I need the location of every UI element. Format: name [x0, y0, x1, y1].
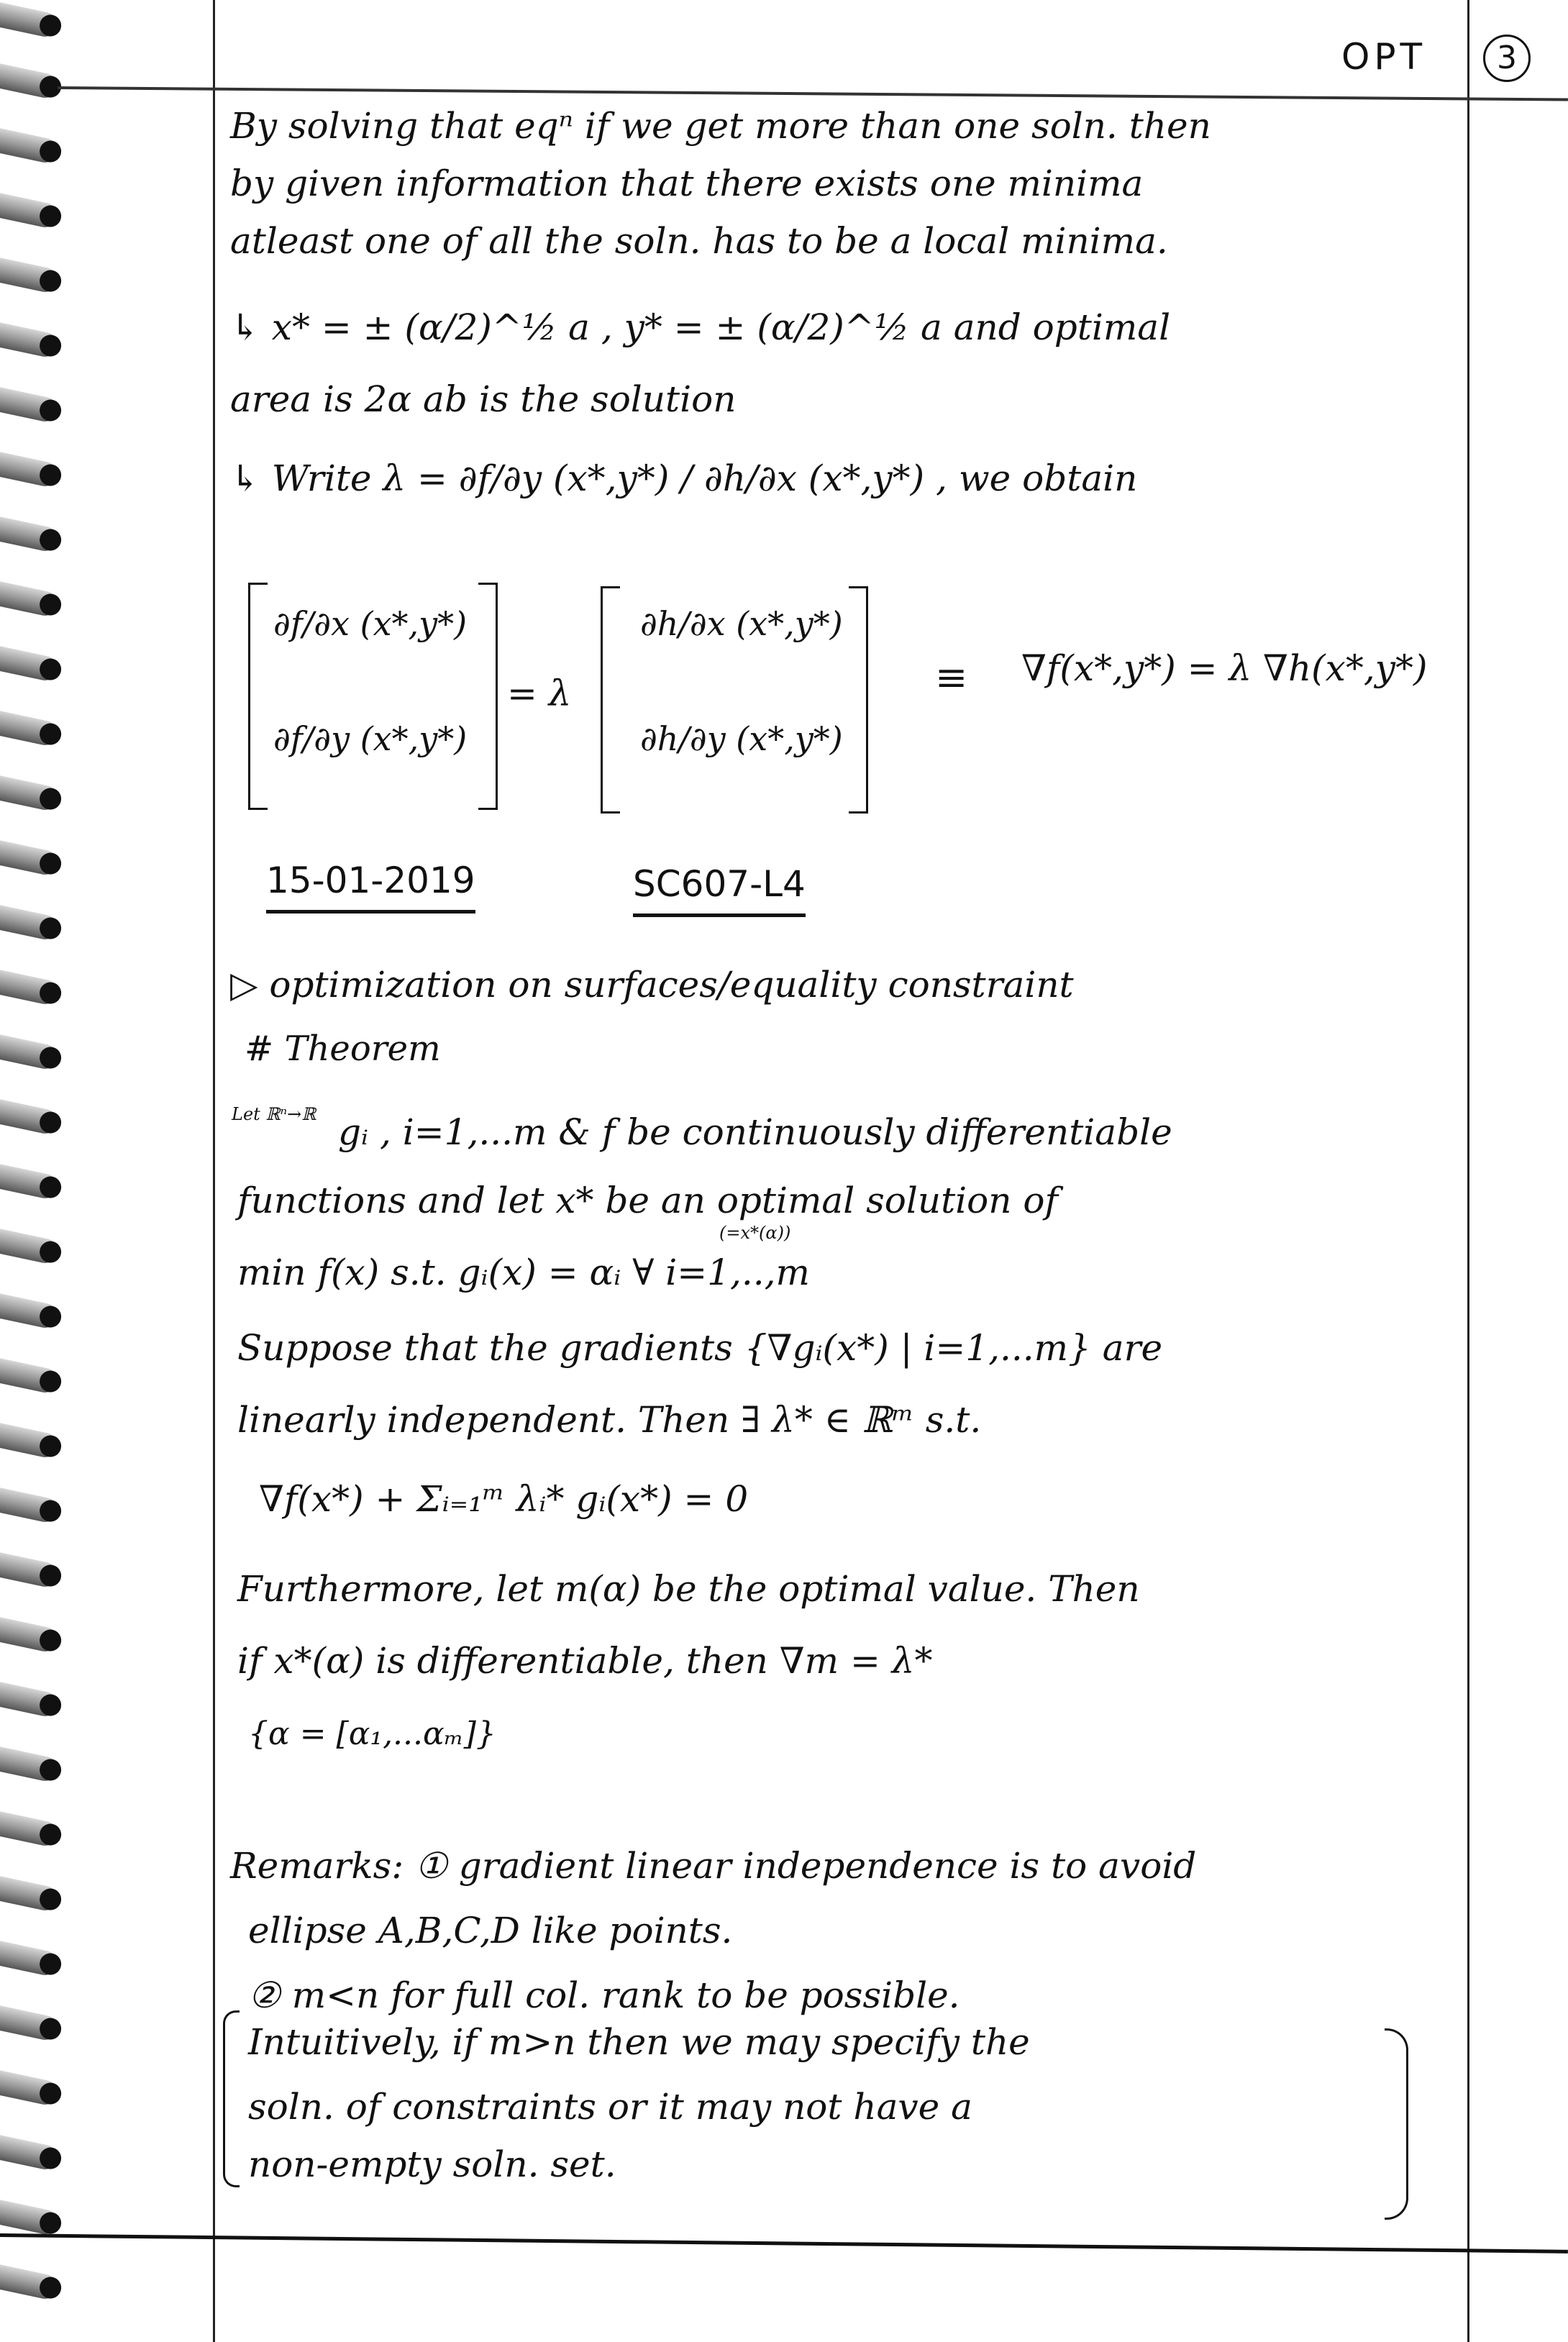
theorem-line: if x*(α) is differentiable, then ∇m = λ* — [237, 1640, 933, 1682]
remark-line: Intuitively, if m>n then we may specify the — [248, 2021, 1030, 2063]
theorem-label: # Theorem — [245, 1029, 441, 1069]
equivalence-symbol: ≡ — [935, 655, 968, 700]
subject-code: OPT — [1341, 36, 1427, 78]
right-brace — [1385, 2028, 1408, 2220]
matrix-rhs-bottom: ∂h/∂y (x*,y*) — [640, 719, 843, 758]
matrix-lhs-top: ∂f/∂x (x*,y*) — [273, 604, 468, 643]
text-line: By solving that eqⁿ if we get more than one soln. then — [230, 105, 1211, 147]
kkt-equation: ∇f(x*) + Σᵢ₌₁ᵐ λᵢ* gᵢ(x*) = 0 — [259, 1478, 749, 1520]
alpha-definition: {α = [α₁,...αₘ]} — [248, 1716, 496, 1752]
gradient-vector-form: ∇f(x*,y*) = λ ∇h(x*,y*) — [1021, 647, 1428, 689]
remark-line: Remarks: ① gradient linear independence is to avoid — [230, 1845, 1197, 1887]
lecture-date: 15-01-2019 — [266, 860, 475, 913]
right-margin-line — [1467, 0, 1469, 2342]
text-line: atleast one of all the soln. has to be a local minima. — [230, 220, 1168, 262]
spiral-binding — [0, 0, 79, 2342]
equals-lambda: = λ — [507, 673, 572, 714]
page-number: 3 — [1483, 35, 1531, 82]
remark-line: non-empty soln. set. — [248, 2143, 616, 2185]
theorem-line: functions and let x* be an optimal solution of — [237, 1180, 1058, 1221]
domain-note: Let ℝⁿ→ℝ — [232, 1104, 316, 1124]
theorem-line: linearly independent. Then ∃ λ* ∈ ℝᵐ s.t. — [237, 1399, 982, 1441]
theorem-line: min f(x) s.t. gᵢ(x) = αᵢ ∀ i=1,..,m — [237, 1252, 810, 1293]
matrix-rhs-top: ∂h/∂x (x*,y*) — [640, 604, 843, 643]
remark-line: ② m<n for full col. rank to be possible. — [248, 1974, 960, 2016]
theorem-line: gᵢ , i=1,...m & f be continuously differentiable — [338, 1111, 1172, 1153]
text-line: by given information that there exists one minima — [230, 163, 1144, 204]
left-brace — [223, 2010, 240, 2187]
lecture-code: SC607-L4 — [633, 863, 806, 917]
left-margin-line — [213, 0, 215, 2342]
remark-line: soln. of constraints or it may not have a — [248, 2086, 972, 2128]
text-line: area is 2α ab is the solution — [230, 378, 737, 420]
theorem-line: Suppose that the gradients {∇gᵢ(x*) | i=1,...m} are — [237, 1327, 1163, 1369]
lambda-definition: ↳ Write λ = ∂f/∂y (x*,y*) / ∂h/∂x (x*,y*) , we obtain — [230, 457, 1138, 499]
solution-formula: ↳ x* = ± (α/2)^½ a , y* = ± (α/2)^½ a and optimal — [230, 306, 1171, 348]
header-rule — [58, 86, 1568, 101]
footer-rule — [0, 2233, 1568, 2254]
theorem-line: Furthermore, let m(α) be the optimal value. Then — [237, 1568, 1140, 1610]
theorem-subscript: (=x*(α)) — [719, 1223, 791, 1243]
section-title: ▷ optimization on surfaces/equality constraint — [230, 964, 1074, 1006]
matrix-lhs-bottom: ∂f/∂y (x*,y*) — [273, 719, 468, 758]
remark-line: ellipse A,B,C,D like points. — [248, 1910, 733, 1951]
